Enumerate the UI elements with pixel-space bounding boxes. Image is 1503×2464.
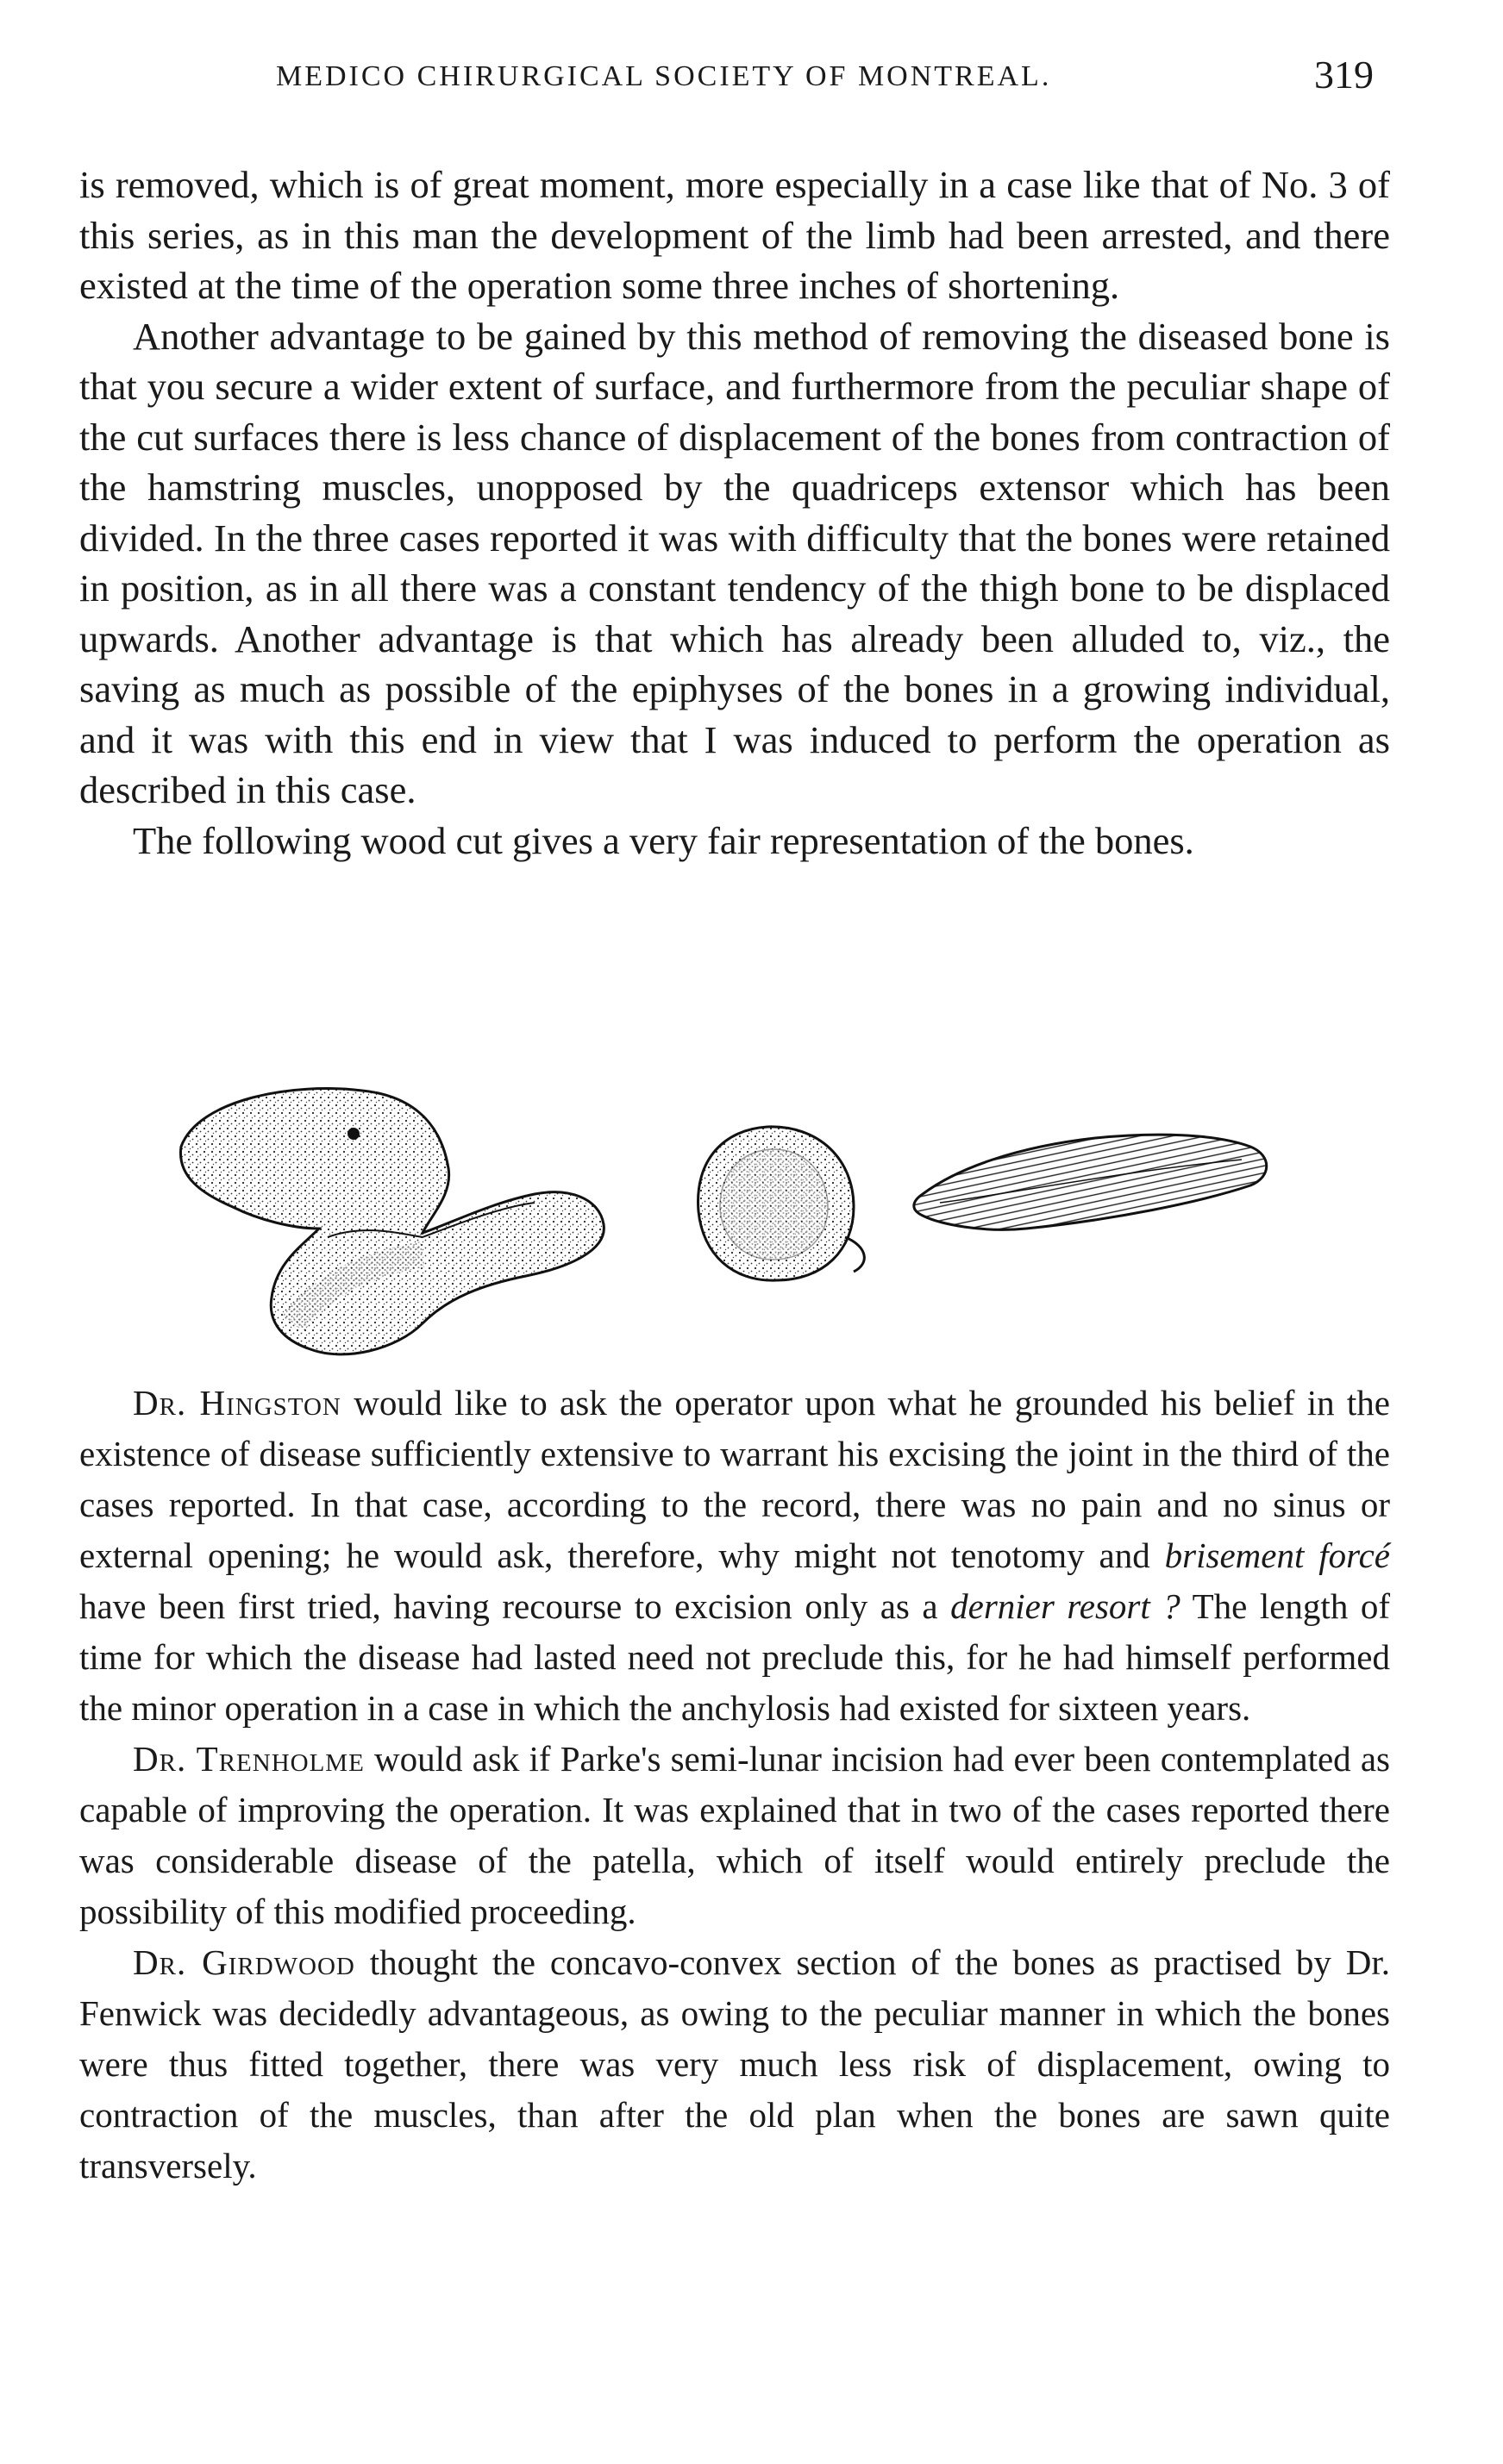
running-title: MEDICO CHIRURGICAL SOCIETY OF MONTREAL. — [276, 60, 1052, 92]
discussion-text: would ask if Parke's semi-lunar incision had ever been contemplated as capable of improving the operation. It was explained that in two of the cases reported there was considerable disease of the patella, which of itself would entirely preclude the possibility of this modified proceeding. — [79, 1739, 1391, 1931]
discussion-text: The length of time for which the disease had lasted need not preclude this, for he had himself performed the minor operation in a case in which the anchylosis had existed for sixteen years. — [79, 1586, 1390, 1728]
discussion-hingston — [79, 1378, 1390, 1734]
woodcut-figure — [164, 1065, 1371, 1392]
discussion-text: would like to ask the operator upon what he grounded his belief in the existence of disease sufficiently extensive to warrant his excising the joint in the third of the cases reported. In that case, according to the record, there was no pain and no sinus or external opening; he would ask, therefore, why might not tenotomy and — [79, 1383, 1390, 1575]
paragraph-continuation: is removed, which is of great moment, more especially in a case like that of No. 3 of this series, as in this man the development of the limb had been arrested, and there existed at the time of the operation some three inches of shortening. — [79, 163, 1390, 307]
page-number: 319 — [1314, 53, 1374, 97]
body-text-top — [79, 159, 1390, 866]
italic-term: dernier resort ? — [950, 1586, 1180, 1626]
tibia-slice-bone-icon — [914, 1135, 1267, 1229]
discussion-text: have been first tried, having recourse to excision only as a — [79, 1586, 951, 1626]
paragraph-advantage: Another advantage to be gained by this method of removing the diseased bone is that you secure a wider extent of surface, and furthermore from the peculiar shape of the cut surfaces there is less chance of displacement of the bones from contraction of the hamstring muscles, unopposed by the quadriceps extensor which has been divided. In the three cases reported it was with difficulty that the bones were retained in position, as in all there was a constant tendency of the thigh bone to be displaced upwards. Another advantage is that which has already been alluded to, viz., the saving as much as possible of the epiphyses of the bones in a growing individual, and it was with this end in view that I was induced to perform the operation as described in this case. — [79, 314, 1390, 811]
discussion-text: thought the concavo-convex section of the bones as practised by Dr. Fenwick was decidedly advantageous, as owing to the peculiar manner in which the bones were thus fitted together, there was very much less risk of displacement, owing to contraction of the muscles, than after the old plan when the bones are sawn quite transversely. — [79, 1942, 1390, 2186]
discussion-girdwood — [79, 1937, 1390, 2192]
discussion-text — [79, 1378, 1390, 2192]
discussion-trenholme — [79, 1734, 1390, 1937]
patella-bone-icon — [698, 1127, 865, 1280]
femur-end-bone-icon — [180, 1089, 604, 1354]
speaker-name: Dr. Girdwood — [133, 1942, 355, 1982]
speaker-name: Dr. Trenholme — [133, 1739, 365, 1779]
speaker-name: Dr. Hingston — [133, 1383, 341, 1423]
paragraph-woodcut-intro: The following wood cut gives a very fair representation of the bones. — [133, 818, 1194, 862]
running-head — [86, 52, 1400, 103]
italic-term: brisement forcé — [1164, 1535, 1391, 1575]
